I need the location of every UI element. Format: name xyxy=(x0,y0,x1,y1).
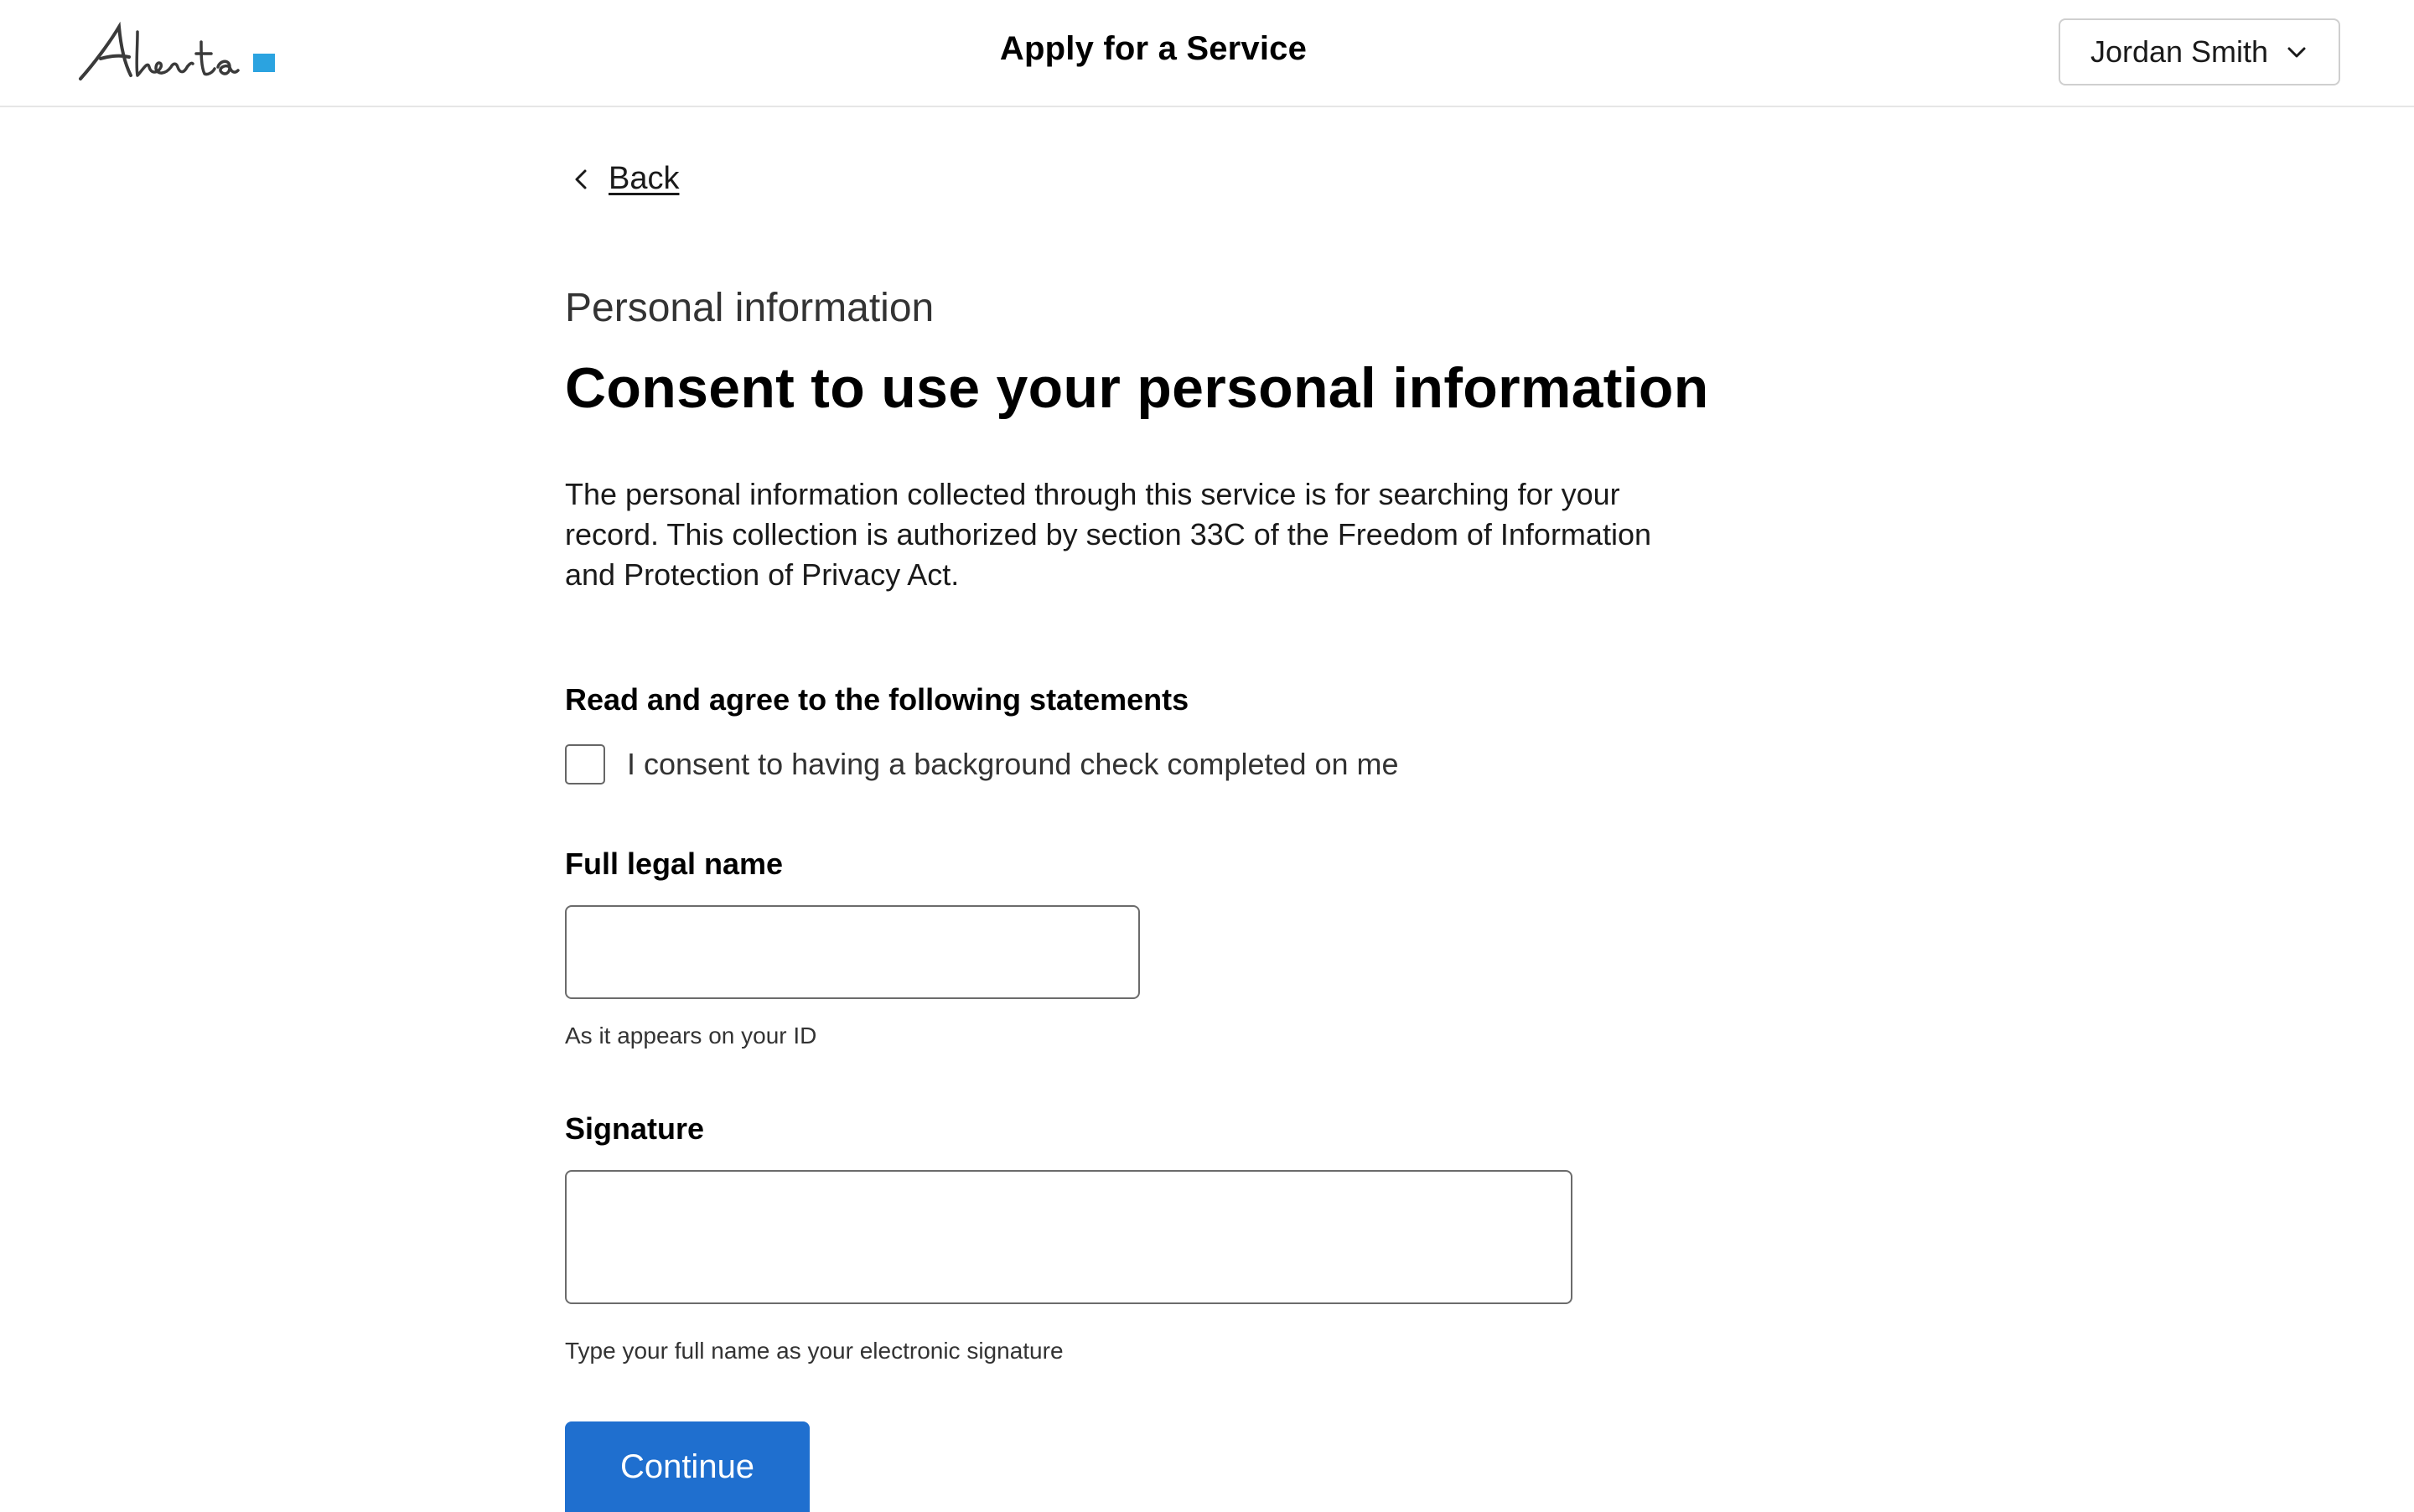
chevron-left-icon xyxy=(570,167,592,192)
signature-label: Signature xyxy=(565,1111,705,1146)
intro-paragraph: The personal information collected through this service is for searching for your record. This collection is authorized by section 33C of the Freedom of Information and Protection of Privacy Act. xyxy=(565,477,1651,592)
full-name-input[interactable] xyxy=(565,905,1140,999)
full-name-label: Full legal name xyxy=(565,847,784,881)
page-title: Consent to use your personal information xyxy=(565,356,1709,420)
app-title: Apply for a Service xyxy=(999,30,1308,67)
consent-checkbox-row[interactable] xyxy=(565,744,1399,784)
signature-helper: Type your full name as your electronic signature xyxy=(565,1338,1064,1364)
consent-label: I consent to having a background check completed on me xyxy=(627,747,1399,781)
chevron-down-icon xyxy=(2285,40,2308,64)
section-label: Personal information xyxy=(565,286,935,330)
signature-input[interactable] xyxy=(565,1170,1572,1304)
continue-button[interactable]: Continue xyxy=(565,1421,810,1512)
user-menu-button[interactable] xyxy=(2059,18,2340,85)
consent-checkbox[interactable] xyxy=(565,744,605,784)
statements-heading: Read and agree to the following statements xyxy=(565,682,1189,717)
back-link[interactable] xyxy=(570,161,679,197)
full-name-helper: As it appears on your ID xyxy=(565,1023,817,1049)
back-link-label: Back xyxy=(609,161,680,196)
user-name: Jordan Smith xyxy=(2090,34,2269,69)
app-header xyxy=(0,0,2414,107)
